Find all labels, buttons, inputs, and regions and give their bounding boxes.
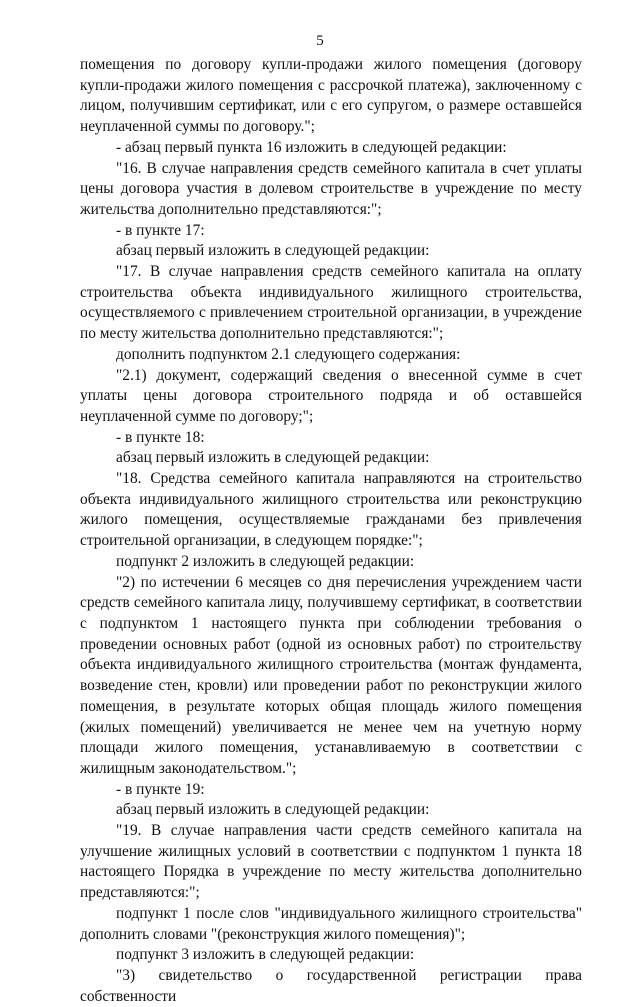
- paragraph-subpoint-2-1-text: "2.1) документ, содержащий сведения о внесенной сумме в счет уплаты цены договора строительного подряда и об оставшейся неуплаченной сумме по договору;";: [80, 366, 582, 425]
- paragraph-amend-18: абзац первый изложить в следующей редакции:: [116, 449, 430, 467]
- paragraph-subpoint-2-text: "2) по истечении 6 месяцев со дня перечисления учреждением части средств семейного капитала лицу, получившему сертификат, в соответствии с подпунктом 1 настоящего пункта при соблюдении требования о проведении основных работ (одной из основных работ) по строительству объекта индивидуального жилищного строительства (монтаж фундамента, возведение стен, кровли) или проведении работ по реконструкции жилого помещения, в результате которых общая площадь жилого помещения (жилых помещений) увеличивается не менее чем на учетную норму площади жилого помещения, устанавливаемую в соответствии с жилищным законодательством.";: [80, 573, 582, 777]
- paragraph-in-point-18: - в пункте 18:: [116, 428, 205, 446]
- paragraph-amend-19: абзац первый изложить в следующей редакции:: [116, 801, 430, 819]
- paragraph-subpoint-1-amend: подпункт 1 после слов "индивидуального жилищного строительства" дополнить словами "(реконструкция жилого помещения)";: [80, 904, 582, 943]
- document-body: [80, 55, 582, 1007]
- paragraph-point-18-text: "18. Средства семейного капитала направляются на строительство объекта индивидуального жилищного строительства или реконструкцию жилого помещения, осуществляемые гражданами без привлечения строительной организации, в следующем порядке:";: [80, 470, 582, 550]
- paragraph-point-16-text: "16. В случае направления средств семейного капитала в счет уплаты цены договора участия в долевом строительстве в учреждение по месту жительства дополнительно представляются:";: [80, 159, 582, 218]
- paragraph-continuation: помещения по договору купли-продажи жилого помещения (договору купли-продажи жилого помещения с рассрочкой платежа), заключенному с лицом, получившим сертификат, или с его супругом, о размере оставшейся неуплаченной суммы по договору.";: [80, 56, 582, 136]
- paragraph-amend-17: абзац первый изложить в следующей редакции:: [116, 242, 430, 260]
- paragraph-amend-16: - абзац первый пункта 16 изложить в следующей редакции:: [116, 138, 507, 156]
- paragraph-point-17-text: "17. В случае направления средств семейного капитала на оплату строительства объекта индивидуального жилищного строительства, осуществляемого с привлечением строительной организации, в учреждение по месту жительства дополнительно представляются:";: [80, 263, 582, 343]
- paragraph-amend-subpoint-2: подпункт 2 изложить в следующей редакции:: [116, 552, 415, 570]
- paragraph-in-point-19: - в пункте 19:: [116, 780, 205, 798]
- paragraph-add-2-1: дополнить подпунктом 2.1 следующего содержания:: [116, 345, 461, 363]
- page-number: 5: [316, 33, 324, 49]
- paragraph-amend-subpoint-3: подпункт 3 изложить в следующей редакции:: [116, 946, 415, 964]
- paragraph-in-point-17: - в пункте 17:: [116, 221, 205, 239]
- paragraph-point-19-text: "19. В случае направления части средств семейного капитала на улучшение жилищных условий в соответствии с подпунктом 1 пункта 18 настоящего Порядка в учреждение по месту жительства дополнительно представляются:";: [80, 822, 582, 902]
- paragraph-subpoint-3-text: "3) свидетельство о государственной регистрации права собственности: [80, 966, 582, 1005]
